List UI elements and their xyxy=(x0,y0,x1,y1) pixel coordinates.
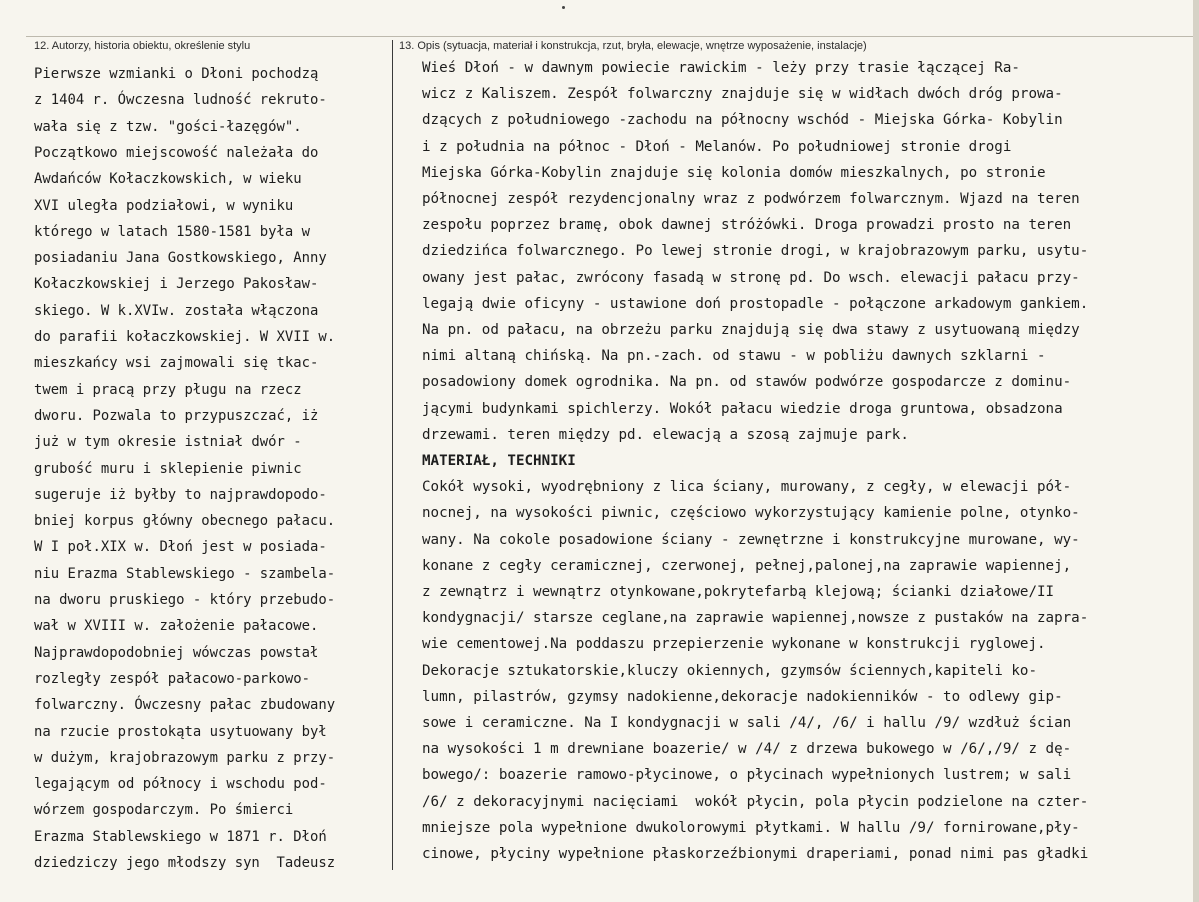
text-line: drzewami. teren między pd. elewacją a szosą zajmuje park. xyxy=(422,426,909,443)
text-line: już w tym okresie istniał dwór - xyxy=(34,434,302,451)
text-line: dziedziczy jego młodszy syn Tadeusz xyxy=(34,855,336,871)
text-line: /6/ z dekoracyjnymi nacięciami wokół płycin, pola płycin podzielone na czter- xyxy=(422,793,1089,810)
text-line: mniejsze pola wypełnione dwukolorowymi płytkami. W hallu /9/ fornirowane,pły- xyxy=(422,819,1080,836)
text-line: wała się z tzw. "gości-łazęgów". xyxy=(34,118,302,135)
text-line: na rzucie prostokąta usytuowany był xyxy=(34,723,327,740)
text-line: grubość muru i sklepienie piwnic xyxy=(34,460,302,477)
text-line: twem i pracą przy pługu na rzecz xyxy=(34,381,302,398)
text-line: sowe i ceramiczne. Na I kondygnacji w sali /4/, /6/ i hallu /9/ wzdłuż ścian xyxy=(422,715,1072,731)
column-divider xyxy=(392,40,393,870)
text-line: Dekoracje sztukatorskie,kluczy okiennych, gzymsów ściennych,kapiteli ko- xyxy=(422,662,1037,679)
text-line: na wysokości 1 m drewniane boazerie/ w /4/ z drzewa bukowego w /6/,/9/ z dę- xyxy=(422,741,1072,758)
header-rule xyxy=(26,36,1196,37)
text-line: z 1404 r. Ówczesna ludność rekruto- xyxy=(34,92,327,109)
text-line: Na pn. od pałacu, na obrzeżu parku znajdują się dwa stawy z usytuowaną między xyxy=(422,322,1080,338)
text-line: W I poł.XIX w. Dłoń jest w posiada- xyxy=(34,539,327,556)
left-column-header: 12. Autorzy, historia obiektu, określenie stylu xyxy=(34,40,251,52)
paper-edge xyxy=(1193,0,1199,902)
text-line: na dworu pruskiego - który przebudo- xyxy=(34,592,336,608)
text-line: wicz z Kaliszem. Zespół folwarczny znajduje się w widłach dwóch dróg prowa- xyxy=(422,86,1063,103)
text-line: Najprawdopodobniej wówczas powstał xyxy=(34,644,319,661)
text-line: mieszkańcy wsi zajmowali się tkac- xyxy=(34,355,319,372)
text-line: wie cementowej.Na poddaszu przepierzenie wykonane w konstrukcji ryglowej. xyxy=(422,636,1046,653)
text-line: nimi altaną chińską. Na pn.-zach. od stawu - w pobliżu dawnych szklarni - xyxy=(422,348,1046,365)
text-line: owany jest pałac, zwrócony fasadą w stronę pd. Do wsch. elewacji pałacu przy- xyxy=(422,269,1080,286)
text-line: kondygnacji/ starsze ceglane,na zaprawie wapiennej,nowsze z pustaków na zapra- xyxy=(422,610,1089,627)
text-line: dziedzińca folwarcznego. Po lewej stronie drogi, w krajobrazowym parku, usytu- xyxy=(422,243,1089,260)
text-line: w dużym, krajobrazowym parku z przy- xyxy=(34,749,336,766)
right-column-header: 13. Opis (sytuacja, materiał i konstrukcja, rzut, bryła, elewacje, wnętrze wyposażenie, instalacje) xyxy=(399,40,867,52)
text-line: cinowe, płyciny wypełnione płaskorzeźbionymi draperiami, ponad nimi pas gładki xyxy=(422,846,1089,862)
text-line: Awdańców Kołaczkowskich, w wieku xyxy=(34,171,302,188)
text-line: posiadaniu Jana Gostkowskiego, Anny xyxy=(34,250,327,267)
text-line: posadowiony domek ogrodnika. Na pn. od stawów podwórze gospodarcze z dominu- xyxy=(422,374,1072,391)
text-line: bniej korpus główny obecnego pałacu. xyxy=(34,513,336,530)
text-line: lumn, pilastrów, gzymsy nadokienne,dekoracje nadokienników - to odlewy gip- xyxy=(422,688,1063,705)
text-line: sugeruje iż byłby to najprawdopodo- xyxy=(34,486,327,503)
text-line: Erazma Stablewskiego w 1871 r. Dłoń xyxy=(34,828,327,845)
text-line: Cokół wysoki, wyodrębniony z lica ściany, murowany, z cegły, w elewacji pół- xyxy=(422,479,1072,496)
text-line: nocnej, na wysokości piwnic, częściowo wykorzystujący kamienie polne, otynko- xyxy=(422,505,1080,522)
text-line: Wieś Dłoń - w dawnym powiecie rawickim - leży przy trasie łączącej Ra- xyxy=(422,60,1020,76)
text-line: dworu. Pozwala to przypuszczać, iż xyxy=(34,407,319,424)
text-line: folwarczny. Ówczesny pałac zbudowany xyxy=(34,697,336,714)
text-line: konane z cegły ceramicznej, czerwonej, pełnej,palonej,na zaprawie wapiennej, xyxy=(422,557,1072,574)
text-line: zespołu poprzez bramę, obok dawnej stróżówki. Droga prowadzi prosto na teren xyxy=(422,217,1072,234)
text-line: bowego/: boazerie ramowo-płycinowe, o płycinach wypełnionych lustrem; w sali xyxy=(422,767,1072,784)
text-line: wórzem gospodarczym. Po śmierci xyxy=(34,802,294,819)
text-line: i z południa na północ - Dłoń - Melanów. Po południowej stronie drogi xyxy=(422,138,1012,155)
text-line: MATERIAŁ, TECHNIKI xyxy=(422,453,576,469)
text-line: z zewnątrz i wewnątrz otynkowane,pokrytefarbą klejową; ścianki działowe/II xyxy=(422,584,1055,600)
text-line: legają dwie oficyny - ustawione doń prostopadle - połączone arkadowym gankiem. xyxy=(422,295,1089,312)
text-line: skiego. W k.XVIw. została włączona xyxy=(34,302,319,319)
text-line: wał w XVIII w. założenie pałacowe. xyxy=(34,618,319,635)
text-line: dzących z południowego -zachodu na północny wschód - Miejska Górka- Kobylin xyxy=(422,112,1063,129)
paper-speck xyxy=(562,6,565,9)
text-line: rozległy zespół pałacowo-parkowo- xyxy=(34,670,310,687)
text-line: wany. Na cokole posadowione ściany - zewnętrzne i konstrukcyjne murowane, wy- xyxy=(422,531,1080,548)
text-line: północnej zespół rezydencjonalny wraz z podwórzem folwarcznym. Wjazd na teren xyxy=(422,191,1080,207)
text-line: niu Erazma Stablewskiego - szambela- xyxy=(34,565,336,582)
text-line: jącymi budynkami spichlerzy. Wokół pałacu wiedzie droga gruntowa, obsadzona xyxy=(422,400,1063,417)
text-line: Początkowo miejscowość należała do xyxy=(34,144,319,161)
text-line: Pierwsze wzmianki o Dłoni pochodzą xyxy=(34,66,319,82)
text-line: Kołaczkowskiej i Jerzego Pakosław- xyxy=(34,276,319,293)
text-line: do parafii kołaczkowskiej. W XVII w. xyxy=(34,329,336,345)
text-line: którego w latach 1580-1581 była w xyxy=(34,223,310,240)
text-line: XVI uległa podziałowi, w wyniku xyxy=(34,197,294,214)
text-line: legającym od północy i wschodu pod- xyxy=(34,776,327,793)
text-line: Miejska Górka-Kobylin znajduje się kolonia domów mieszkalnych, po stronie xyxy=(422,164,1046,181)
